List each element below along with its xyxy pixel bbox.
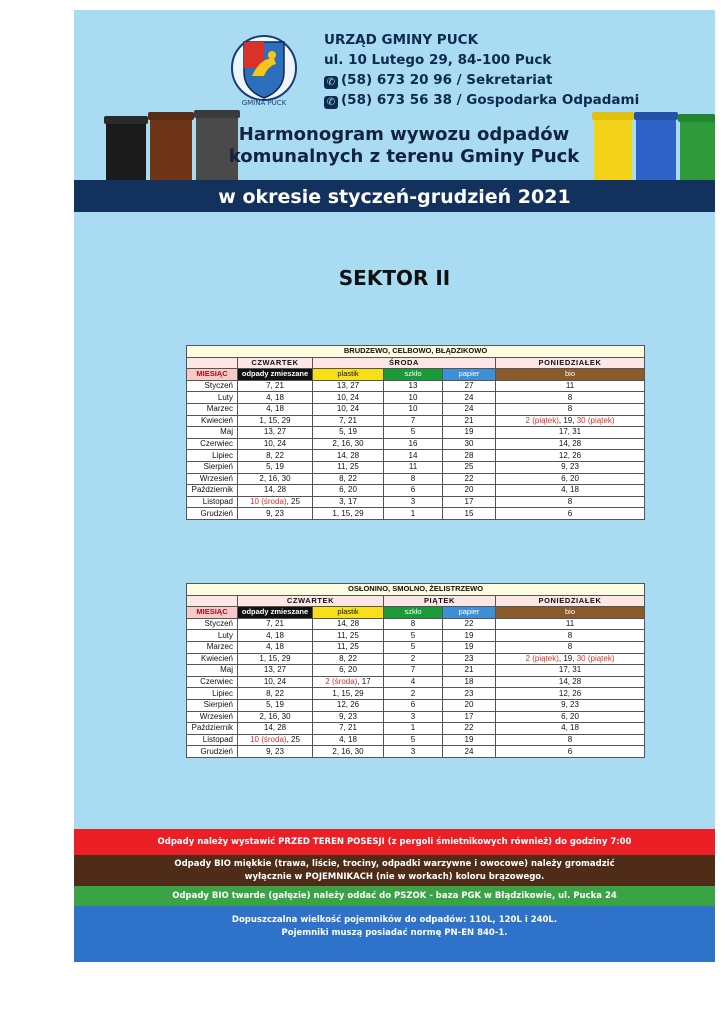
day-glass-paper: PIĄTEK (384, 595, 496, 607)
category-header-row (187, 369, 645, 381)
office-contact (324, 30, 639, 110)
notice-red-band (74, 829, 715, 855)
table-row: Listopad 10 (środa), 25 3, 17 3 17 8 (187, 496, 645, 508)
header (74, 10, 715, 212)
table-row: Grudzień 9, 23 1, 15, 29 1 15 6 (187, 508, 645, 520)
day-glass-paper: ŚRODA (313, 357, 496, 369)
schedule-table-brudzewo (186, 345, 645, 520)
table-row: Wrzesień 2, 16, 30 9, 23 3 17 6, 20 (187, 711, 645, 723)
office-address: ul. 10 Lutego 29, 84-100 Puck (324, 52, 552, 68)
empty-cell (187, 595, 238, 607)
table-row: Październik 14, 28 6, 20 6 20 4, 18 (187, 485, 645, 497)
schedule-period: w okresie styczeń-grudzień 2021 (218, 186, 571, 208)
mixed-cell: 10 (środa), 25 (238, 496, 313, 508)
sector-title: SEKTOR II (338, 266, 451, 290)
table-row: Wrzesień 2, 16, 30 8, 22 8 22 6, 20 (187, 473, 645, 485)
header-month: MIESIĄC (187, 369, 238, 381)
table-title: OSŁONINO, SMOLNO, ŻELISTRZEWO (187, 584, 645, 596)
table-row: Listopad 10 (środa), 25 4, 18 5 19 8 (187, 734, 645, 746)
svg-text:GMINA PUCK: GMINA PUCK (241, 99, 287, 107)
table-row: Styczeń 7, 21 14, 28 8 22 11 (187, 618, 645, 630)
table-row: Luty 4, 18 10, 24 10 24 8 (187, 392, 645, 404)
table-row: Kwiecień 1, 15, 29 7, 21 7 21 2 (piątek), 19, 30 (piątek) (187, 415, 645, 427)
plastic-cell: 2 (środa), 17 (313, 676, 384, 688)
schedule-title: Harmonogram wywozu odpadów komunalnych z terenu Gminy Puck (228, 124, 580, 167)
day-bio: PONIEDZIAŁEK (496, 595, 645, 607)
header-glass: szkło (384, 369, 443, 381)
header-month: MIESIĄC (187, 607, 238, 619)
collection-days-row (187, 595, 645, 607)
schedule-table-oslonino (186, 583, 645, 758)
empty-cell (187, 357, 238, 369)
day-mixed: CZWARTEK (238, 595, 384, 607)
collection-days-row (187, 357, 645, 369)
bio-cell: 2 (piątek), 19, 30 (piątek) (496, 653, 645, 665)
header-paper: papier (443, 369, 496, 381)
mixed-cell: 10 (środa), 25 (238, 734, 313, 746)
header-bio: bio (496, 607, 645, 619)
table-row: Sierpień 5, 19 12, 26 6 20 9, 23 (187, 699, 645, 711)
header-bio: bio (496, 369, 645, 381)
table-row: Lipiec 8, 22 14, 28 14 28 12, 26 (187, 450, 645, 462)
schedule-sheet (74, 10, 715, 962)
category-header-row (187, 607, 645, 619)
table-row: Styczeń 7, 21 13, 27 13 27 11 (187, 380, 645, 392)
table-row: Marzec 4, 18 10, 24 10 24 8 (187, 403, 645, 415)
header-paper: papier (443, 607, 496, 619)
table-row: Październik 14, 28 7, 21 1 22 4, 18 (187, 723, 645, 735)
table-row: Czerwiec 10, 24 2, 16, 30 16 30 14, 28 (187, 438, 645, 450)
table-row: Maj 13, 27 6, 20 7 21 17, 31 (187, 665, 645, 677)
phone-secretariat: ✆ (58) 673 20 96 / Sekretariat (324, 70, 639, 90)
table-title: BRUDZEWO, CELBOWO, BŁĄDZIKOWO (187, 346, 645, 358)
table-row: Lipiec 8, 22 1, 15, 29 2 23 12, 26 (187, 688, 645, 700)
header-plastic: plastik (313, 607, 384, 619)
notice-bin-sizes: Dopuszczalna wielkość pojemników do odpadów: 110L, 120L i 240L. (231, 915, 558, 925)
notice-soft-bio-line1: Odpady BIO miękkie (trawa, liście, trociny, odpadki warzywne i owocowe) należy gromadzić (174, 859, 615, 869)
gmina-puck-crest-icon (230, 28, 298, 108)
header-plastic: plastik (313, 369, 384, 381)
table-row: Czerwiec 10, 24 2 (środa), 17 4 18 14, 28 (187, 676, 645, 688)
header-glass: szkło (384, 607, 443, 619)
table-row: Maj 13, 27 5, 19 5 19 17, 31 (187, 427, 645, 439)
office-name: URZĄD GMINY PUCK (324, 32, 479, 48)
table-row: Luty 4, 18 11, 25 5 19 8 (187, 630, 645, 642)
notice-brown-band (74, 855, 715, 886)
notice-green-band (74, 886, 715, 906)
day-bio: PONIEDZIAŁEK (496, 357, 645, 369)
table-title-row (187, 584, 645, 596)
phone-icon: ✆ (324, 96, 338, 109)
day-mixed: CZWARTEK (238, 357, 313, 369)
table-row: Sierpień 5, 19 11, 25 11 25 9, 23 (187, 461, 645, 473)
phone-icon: ✆ (324, 76, 338, 89)
notice-blue-band (74, 906, 715, 962)
notice-bin-standard: Pojemniki muszą posiadać normę PN-EN 840-1. (281, 928, 508, 938)
bio-cell: 2 (piątek), 19, 30 (piątek) (496, 415, 645, 427)
notice-set-out-time: Odpady należy wystawić PRZED TEREN POSESJI (z pergoli śmietnikowych również) do godziny 7:00 (157, 837, 632, 847)
notice-soft-bio-line2: wyłącznie w POJEMNIKACH (nie w workach) koloru brązowego. (244, 872, 545, 882)
header-mixed: odpady zmieszane (238, 369, 313, 381)
notice-hard-bio: Odpady BIO twarde (gałęzie) należy oddać do PSZOK - baza PGK w Błądzikowie, ul. Pucka 24 (172, 891, 617, 901)
phone-waste-management: ✆ (58) 673 56 38 / Gospodarka Odpadami (324, 90, 639, 110)
header-mixed: odpady zmieszane (238, 607, 313, 619)
table-row: Marzec 4, 18 11, 25 5 19 8 (187, 641, 645, 653)
table-title-row (187, 346, 645, 358)
table-row: Kwiecień 1, 15, 29 8, 22 2 23 2 (piątek), 19, 30 (piątek) (187, 653, 645, 665)
table-row: Grudzień 9, 23 2, 16, 30 3 24 6 (187, 746, 645, 758)
